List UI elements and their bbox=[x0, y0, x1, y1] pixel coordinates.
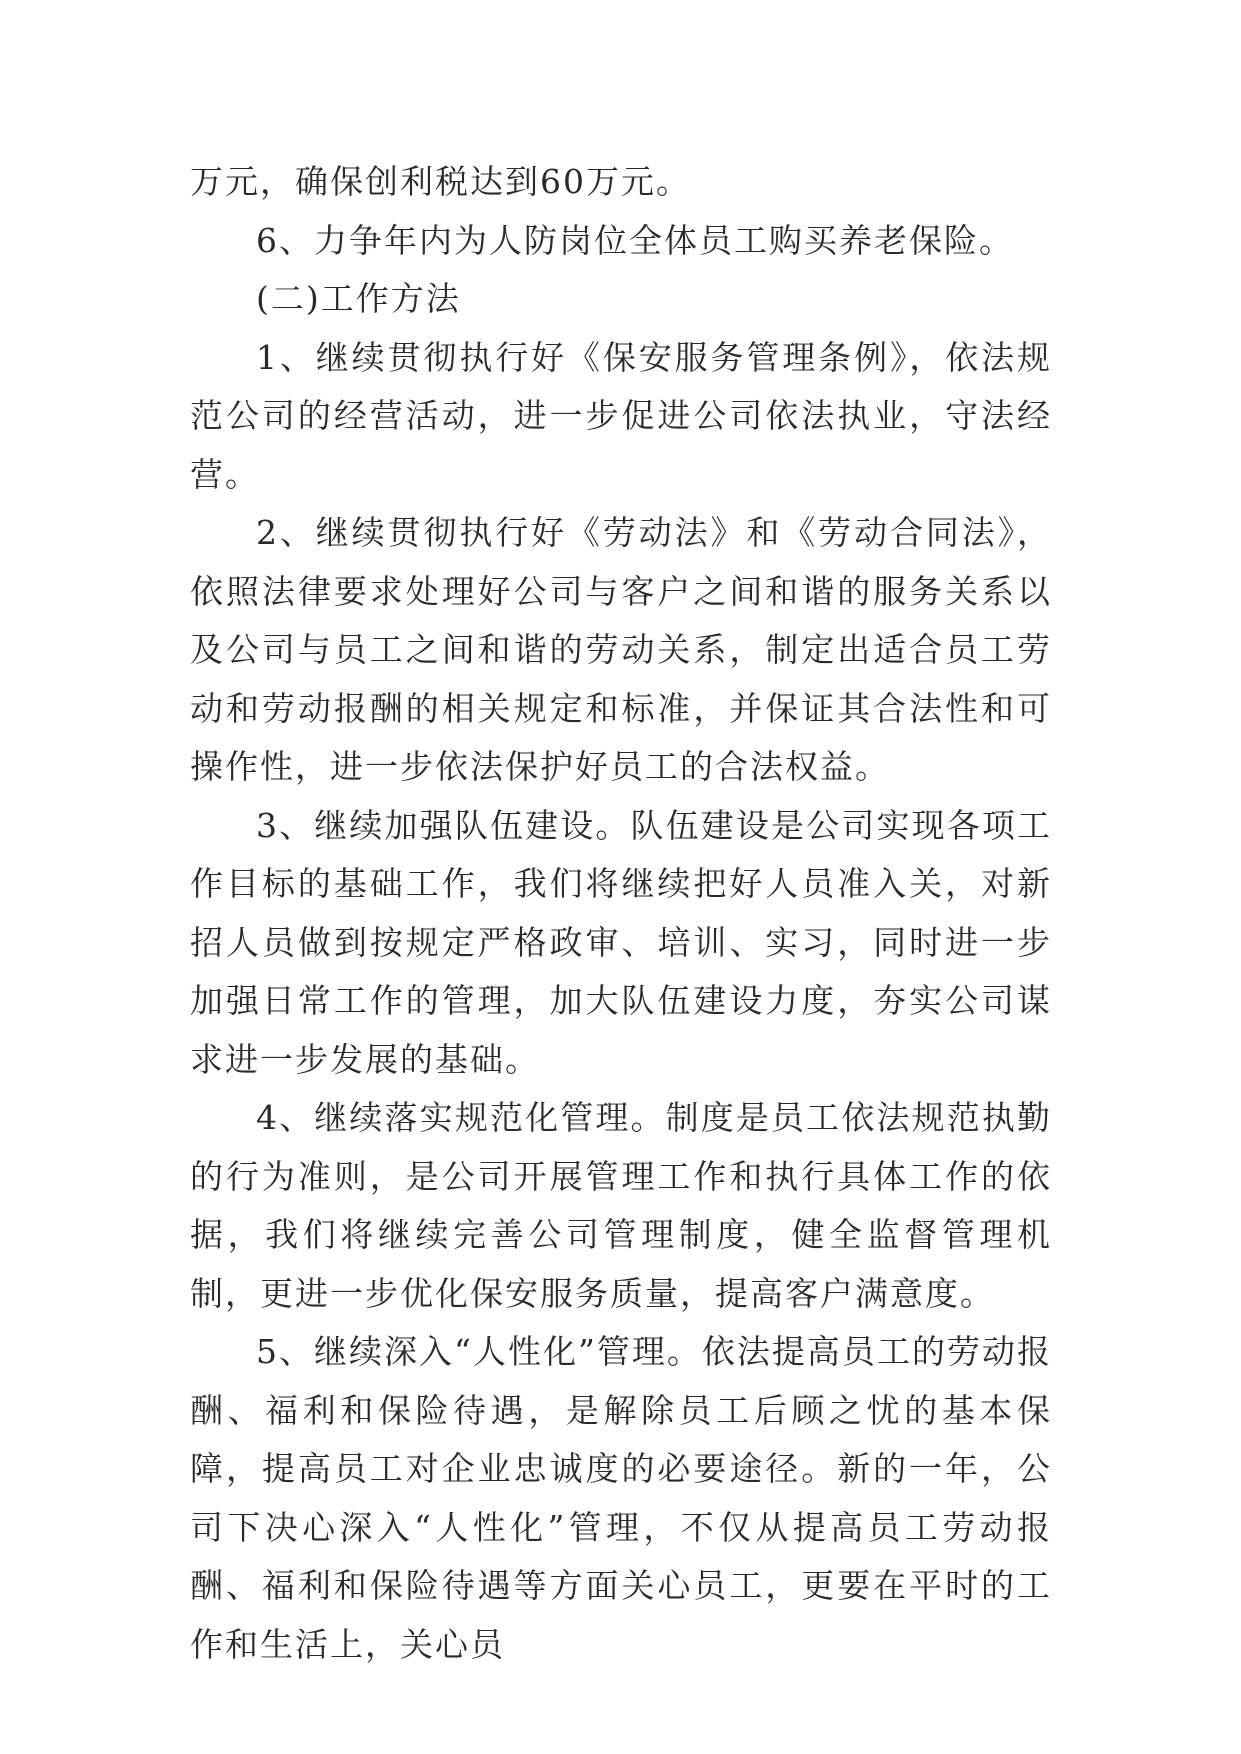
paragraph-method-4: 4、继续落实规范化管理。制度是员工依法规范执勤的行为准则，是公司开展管理工作和执行具体工作的依据，我们将继续完善公司管理制度，健全监督管理机制，更进一步优化保安服务质量，提高客户满意度。 bbox=[190, 1098, 1052, 1313]
document-body bbox=[190, 153, 1052, 1674]
paragraph-method-5: 5、继续深入“人性化”管理。依法提高员工的劳动报酬、福利和保险待遇，是解除员工后顾之忧的基本保障，提高员工对企业忠诚度的必要途径。新的一年，公司下决心深入“人性化”管理，不仅从提高员工劳动报酬、福利和保险待遇等方面关心员工，更要在平时的工作和生活上，关心员 bbox=[190, 1332, 1052, 1664]
paragraph-method-2: 2、继续贯彻执行好《劳动法》和《劳动合同法》，依照法律要求处理好公司与客户之间和谐的服务关系以及公司与员工之间和谐的劳动关系，制定出适合员工劳动和劳动报酬的相关规定和标准，并保证其合法性和可操作性，进一步依法保护好员工的合法权益。 bbox=[190, 513, 1052, 786]
section-heading-work-methods: (二)工作方法 bbox=[256, 279, 461, 318]
paragraph-continuation: 万元，确保创利税达到60万元。 bbox=[190, 162, 691, 201]
paragraph-goal-6: 6、力争年内为人防岗位全体员工购买养老保险。 bbox=[256, 220, 1014, 260]
paragraph-method-3: 3、继续加强队伍建设。队伍建设是公司实现各项工作目标的基础工作，我们将继续把好人员准入关，对新招人员做到按规定严格政审、培训、实习，同时进一步加强日常工作的管理，加大队伍建设力度，夯实公司谋求进一步发展的基础。 bbox=[190, 805, 1052, 1079]
paragraph-method-1: 1、继续贯彻执行好《保安服务管理条例》，依法规范公司的经营活动，进一步促进公司依法执业，守法经营。 bbox=[190, 337, 1052, 494]
